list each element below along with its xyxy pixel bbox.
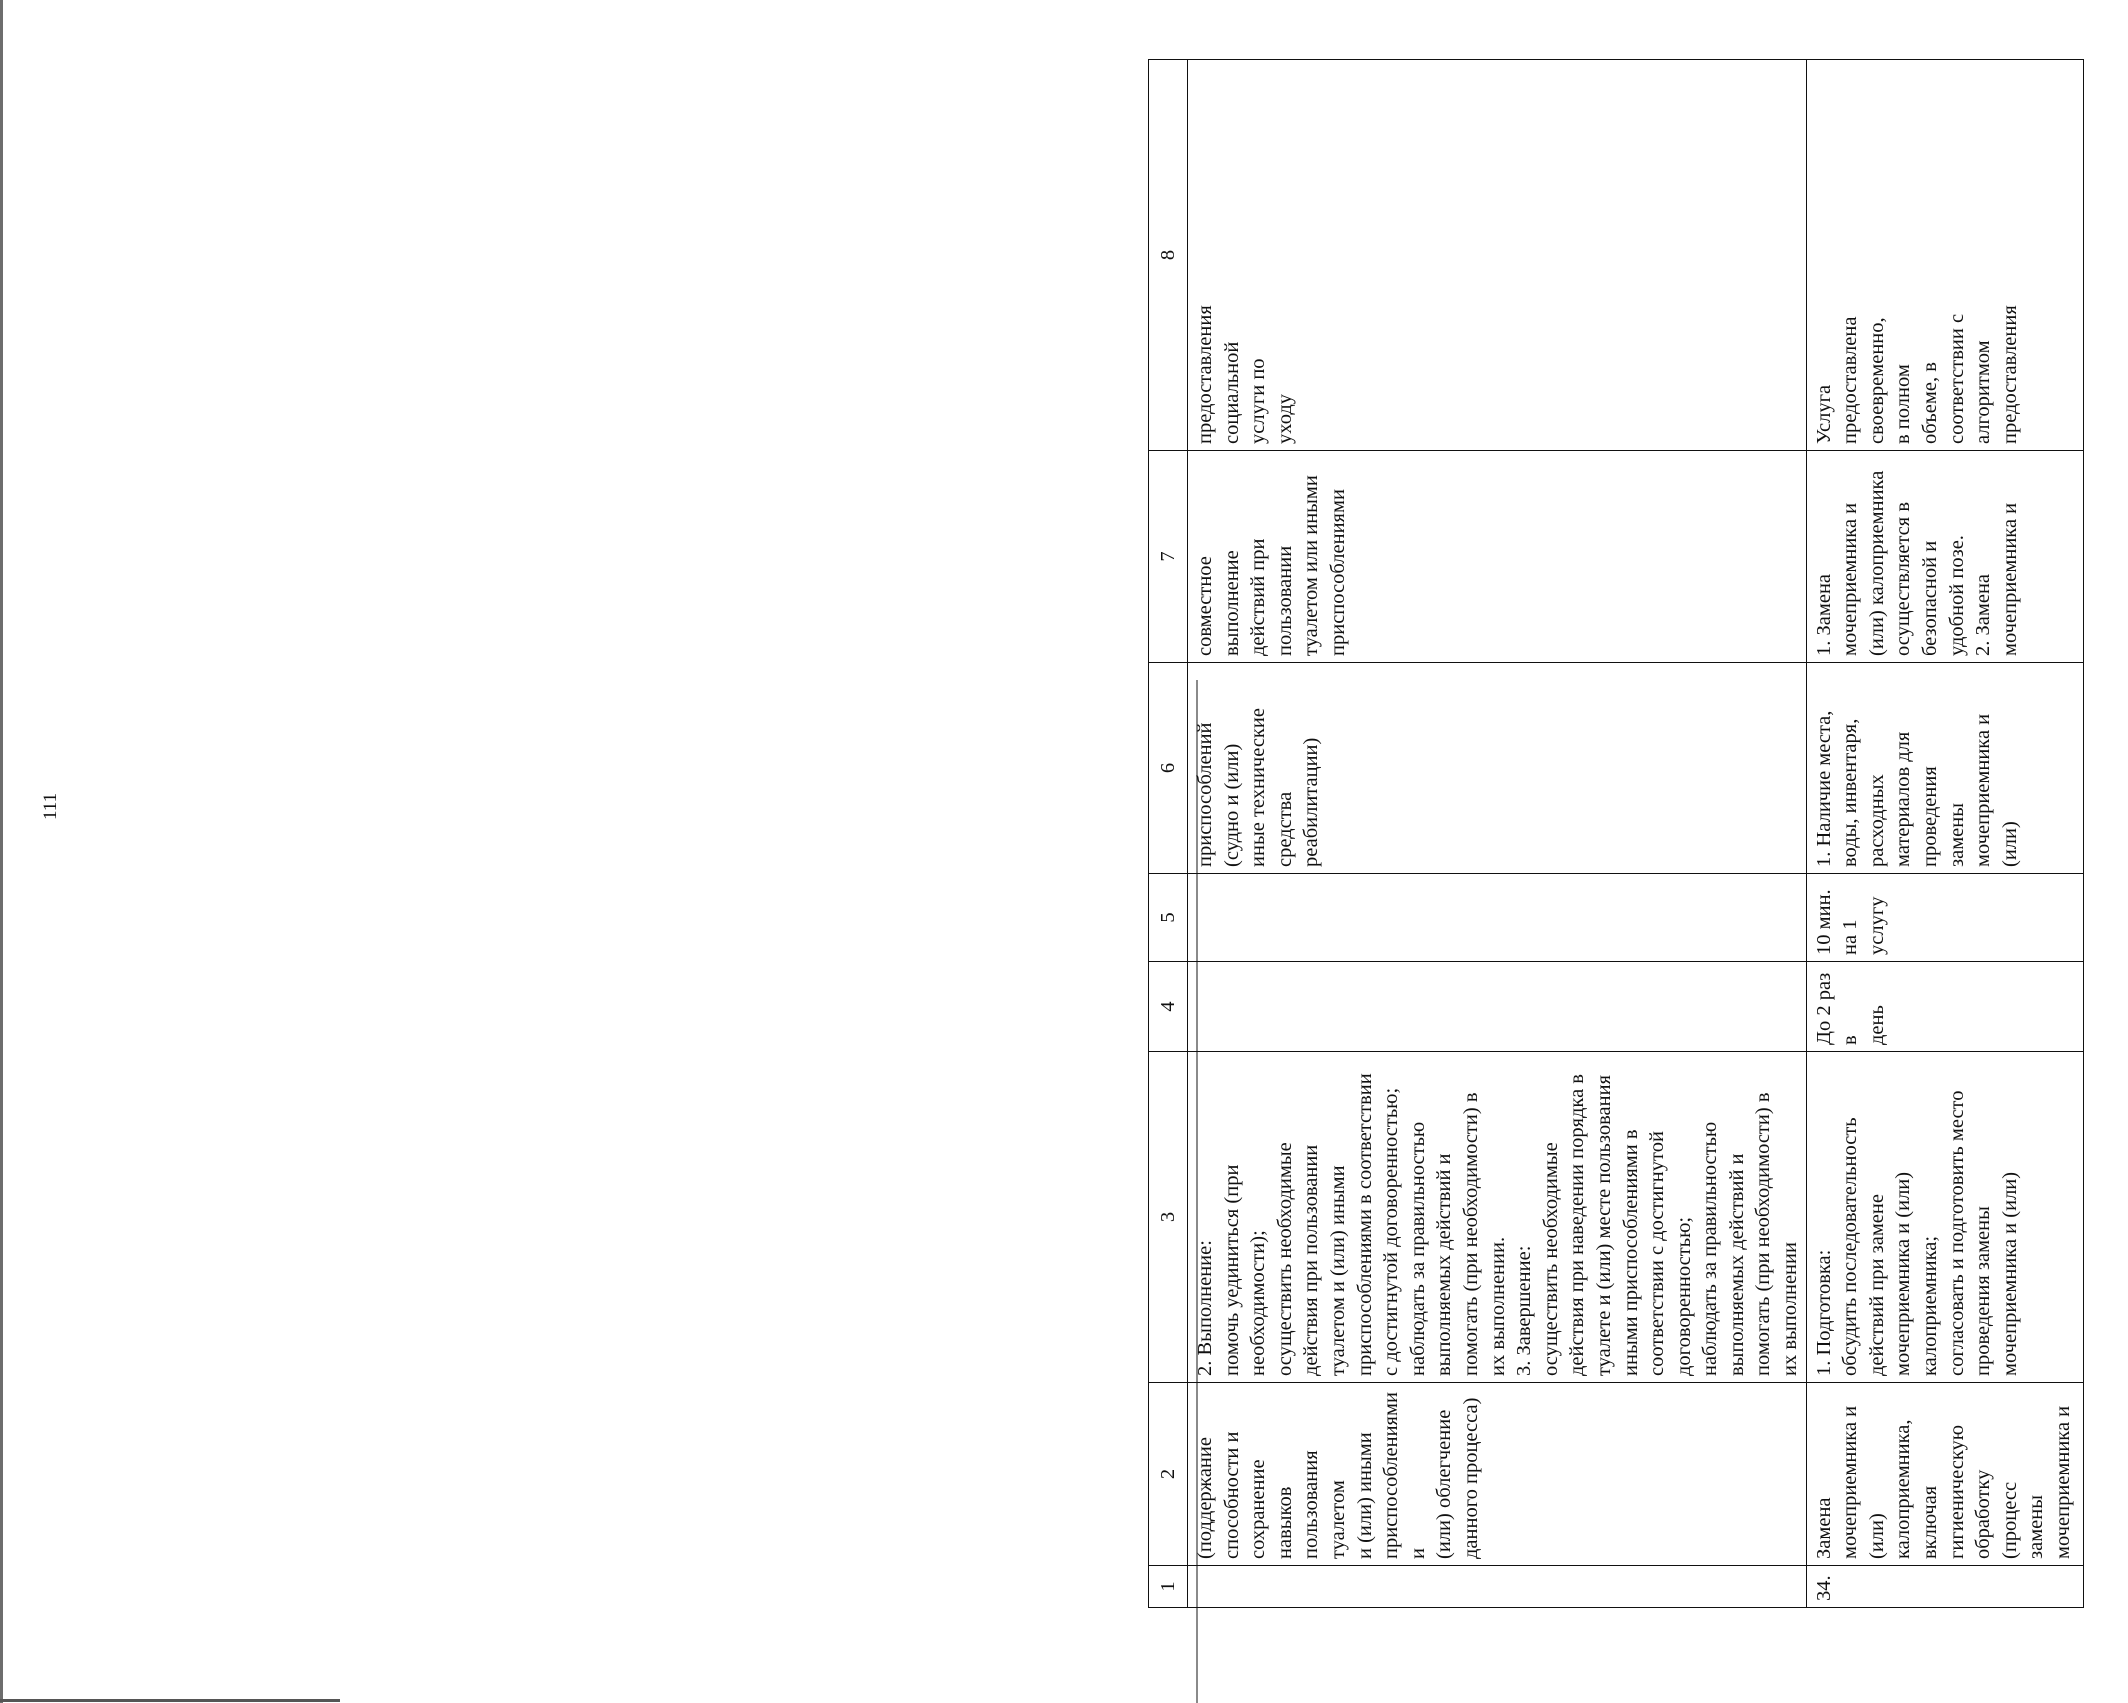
service-name-cell [1188,1383,1807,1566]
column-header-1: 1 [1149,1566,1188,1608]
row-number-text: 34. [1812,1575,1835,1601]
page-number: 111 [40,792,61,820]
procedure-cell [1806,1052,2083,1383]
table-row [1806,60,2083,1608]
quality-cell [1188,451,1807,663]
quality-text: совместное выполнение действий при пользовании туалетом или иными приспособлениями [1194,475,1349,656]
duration-cell [1188,874,1807,962]
conditions-text: приспособлений (судно и (или) иные технические средства реабилитации) [1194,708,1323,867]
service-name-text: Замена мочеприемника и (или) калоприемника, включая гигиеническую обработку (процесс замены мочеприемника и [1812,1405,2074,1559]
conditions-cell [1188,663,1807,874]
scan-edge-left [0,0,3,1703]
duration-cell [1806,874,2083,962]
column-header-5: 5 [1149,874,1188,962]
table-row [1188,60,1807,1608]
frequency-cell [1806,962,2083,1052]
row-number [1806,1566,2083,1608]
column-header-7: 7 [1149,451,1188,663]
duration-text: 10 мин. на 1 услугу [1812,889,1888,955]
evaluation-text: предоставления социальной услуги по уходу [1194,305,1296,444]
column-header-6: 6 [1149,663,1188,874]
evaluation-cell [1806,60,2083,451]
evaluation-cell [1188,60,1807,451]
frequency-text: До 2 раз в день [1812,972,1888,1045]
conditions-text: 1. Наличие места, воды, инвентаря, расходных материалов для проведения замены мочеприемника и (или) [1812,710,2021,867]
services-table-frame [1148,60,2128,1608]
column-header-8: 8 [1149,60,1188,451]
column-header-3: 3 [1149,1052,1188,1383]
column-header-4: 4 [1149,962,1188,1052]
quality-text: 1. Замена мочеприемника и (или) калоприемника осуществляется в безопасной и удобной позе. 2. Замена мочеприемника и [1812,470,2021,656]
procedure-cell [1188,1052,1807,1383]
quality-cell [1806,451,2083,663]
procedure-text: 1. Подготовка: обсудить последовательность действий при замене мочеприемника и (или) калоприемника; согласовать и подготовить место проведения замены мочеприемника и (или) [1812,1090,2021,1376]
service-name-text: (поддержание способности и сохранение навыков пользования туалетом и (или) иными приспособлениями и (или) облегчение данного процесса) [1194,1392,1482,1559]
frequency-cell [1188,962,1807,1052]
service-name-cell [1806,1383,2083,1566]
conditions-cell [1806,663,2083,874]
row-number [1188,1566,1807,1608]
procedure-text: 2. Выполнение: помочь уединиться (при необходимости); осуществить необходимые действия при пользовании туалетом и (или) иными приспособлениями в соответствии с достигнутой договоренностью; наблюдать за правильностью выполняемых действий и помогать (при необходимости) в их выполнении. 3. Завершение: осуществить необходимые действия при наведении порядка в туалете и (или) месте пользования иными приспособлениями в соответствии с достигнутой договоренностью; наблюдать за правильностью выполняемых действий и помогать (при необходимости) в их выполнении [1194,1073,1802,1376]
evaluation-text: Услуга предоставлена своевременно, в полном объеме, в соответствии с алгоритмом предоставления [1812,305,2021,444]
scan-edge-bottom [0,1699,340,1702]
header-row [1149,60,1188,1608]
services-table [1148,59,2084,1608]
column-header-2: 2 [1149,1383,1188,1566]
